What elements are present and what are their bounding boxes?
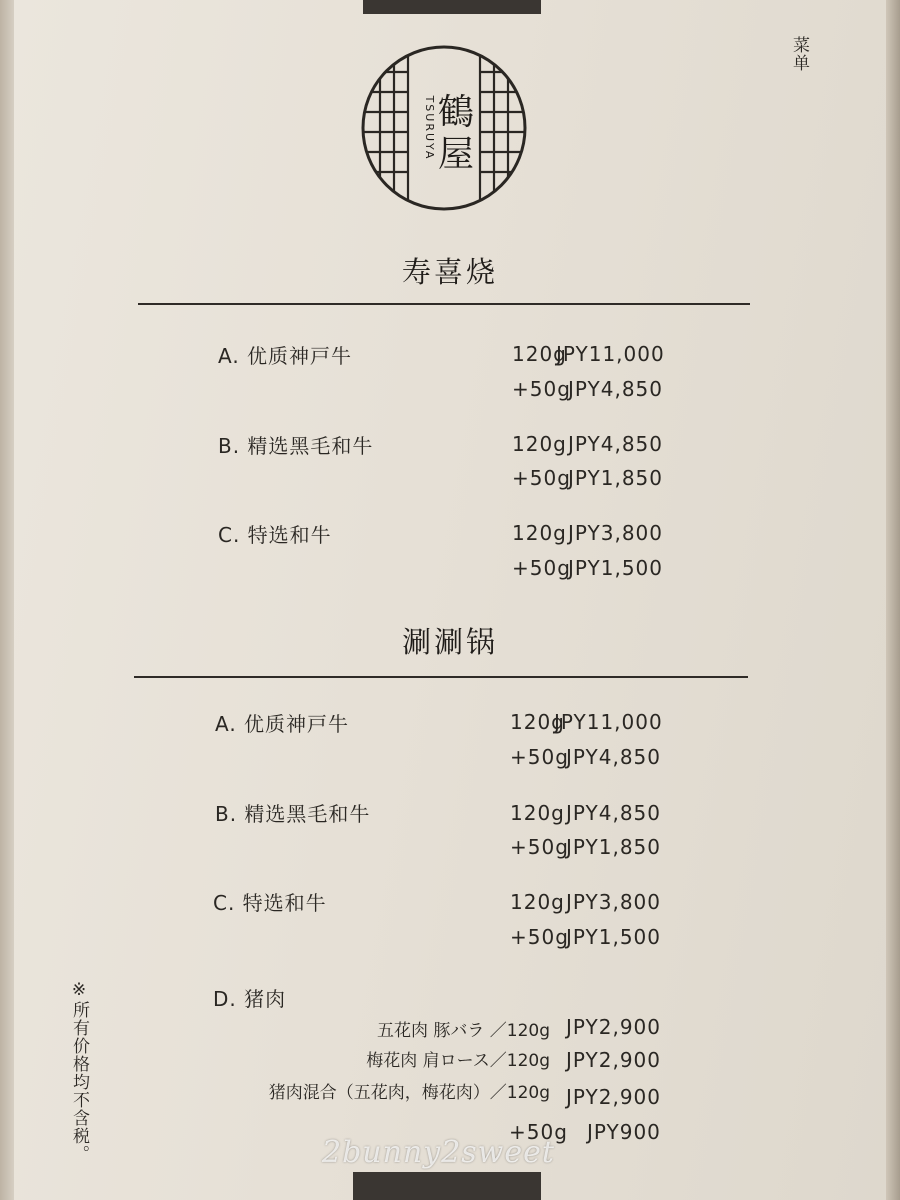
pork-option-label: 梅花肉 肩ロース／120g	[366, 1051, 550, 1071]
extra-price-row	[512, 377, 663, 401]
base-weight: 120g	[512, 342, 567, 366]
pork-option-label: 猪肉混合（五花肉，梅花肉）／120g	[268, 1083, 550, 1103]
extra-price: JPY1,850	[568, 466, 663, 490]
watermark: 2bunny2sweet	[322, 1135, 555, 1170]
extra-price-row	[510, 745, 661, 769]
item-name: B. 精选黑毛和牛	[218, 434, 374, 458]
base-price-row	[512, 342, 665, 366]
tax-note: ※所有价格均不含税。	[69, 980, 89, 1163]
section-divider-shabu	[134, 676, 748, 678]
extra-price-row	[512, 466, 663, 490]
extra-price-row	[512, 556, 663, 580]
base-price-row	[510, 801, 661, 825]
extra-weight: +50g	[510, 745, 569, 769]
extra-price: JPY1,850	[566, 835, 661, 859]
item-name: C. 特选和牛	[218, 523, 332, 547]
binder-tab-top	[363, 0, 541, 14]
extra-price: JPY1,500	[568, 556, 663, 580]
base-price-row	[512, 521, 663, 545]
extra-weight: +50g	[510, 835, 569, 859]
logo-kanji-bottom: 屋	[437, 134, 475, 175]
extra-price: JPY900	[587, 1120, 661, 1144]
item-name: C. 特选和牛	[213, 891, 327, 915]
base-price: JPY4,850	[568, 432, 663, 456]
base-weight: 120g	[510, 801, 565, 825]
item-name: D. 猪肉	[213, 987, 287, 1011]
extra-weight: +50g	[510, 925, 569, 949]
base-price: JPY4,850	[566, 801, 661, 825]
item-name: A. 优质神戸牛	[218, 344, 353, 368]
base-weight: 120g	[512, 521, 567, 545]
menu-page-left-edge	[0, 0, 14, 1200]
menu-page-right-edge	[886, 0, 900, 1200]
extra-price: JPY4,850	[568, 377, 663, 401]
binder-tab-bottom	[353, 1172, 541, 1200]
base-weight: 120g	[510, 710, 565, 734]
extra-price: JPY4,850	[566, 745, 661, 769]
base-price-row	[510, 710, 663, 734]
pork-option-price: JPY2,900	[566, 1085, 661, 1109]
base-price: JPY11,000	[554, 710, 663, 734]
logo-romaji: TSURUYA	[423, 95, 436, 161]
base-price-row	[510, 890, 661, 914]
base-price: JPY3,800	[568, 521, 663, 545]
extra-weight: +50g	[512, 377, 571, 401]
section-divider-sukiyaki	[138, 303, 750, 305]
pork-option-price: JPY2,900	[566, 1015, 661, 1039]
base-price: JPY11,000	[556, 342, 665, 366]
logo-kanji-top: 鶴	[437, 92, 475, 133]
extra-price: JPY1,500	[566, 925, 661, 949]
extra-price-row	[510, 835, 661, 859]
base-price-row	[512, 432, 663, 456]
extra-weight: +50g	[512, 556, 571, 580]
item-name: A. 优质神戸牛	[215, 712, 350, 736]
pork-option-price: JPY2,900	[566, 1048, 661, 1072]
extra-price-row	[510, 925, 661, 949]
base-weight: 120g	[510, 890, 565, 914]
extra-weight: +50g	[512, 466, 571, 490]
section-title-sukiyaki: 寿喜烧	[401, 255, 498, 289]
tsuruya-logo	[358, 42, 530, 214]
section-title-shabu: 涮涮锅	[401, 625, 498, 659]
menu-vertical-label: 菜单	[789, 36, 809, 72]
base-price: JPY3,800	[566, 890, 661, 914]
base-weight: 120g	[512, 432, 567, 456]
extra-weight: +50g	[509, 1120, 568, 1144]
pork-option-label: 五花肉 豚バラ ／120g	[376, 1021, 550, 1041]
item-name: B. 精选黑毛和牛	[215, 802, 371, 826]
